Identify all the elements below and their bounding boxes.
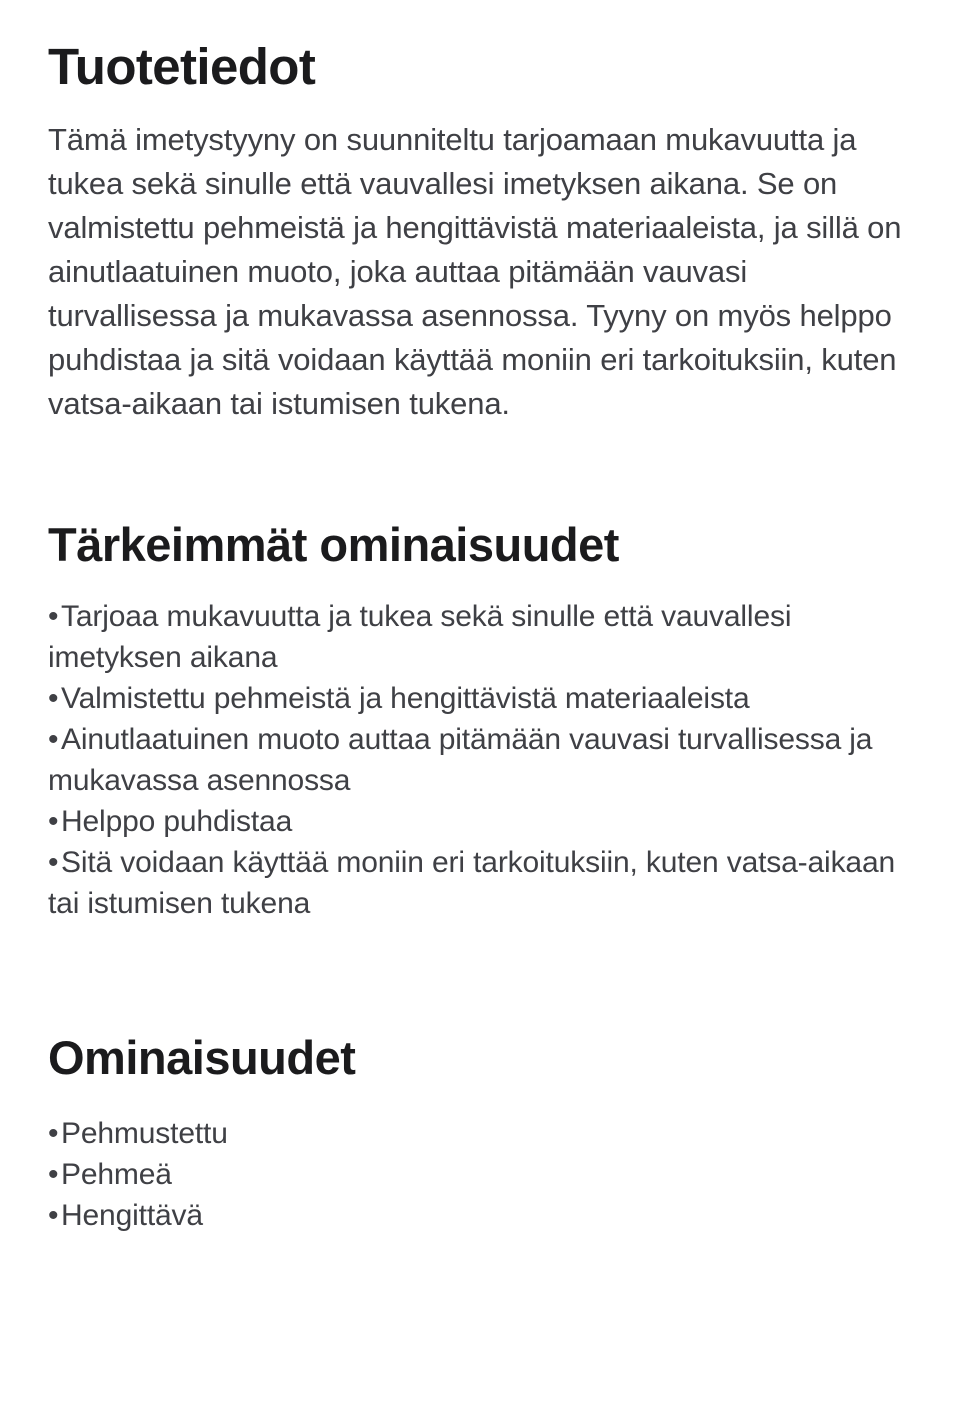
bullet-icon: • bbox=[48, 1158, 59, 1191]
list-item-label: Sitä voidaan käyttää moniin eri tarkoituksiin, kuten vatsa-aikaan tai istumisen tukena bbox=[48, 846, 896, 920]
bullet-icon: • bbox=[48, 600, 59, 633]
bullet-icon: • bbox=[48, 1199, 59, 1232]
list-item-label: Helppo puhdistaa bbox=[61, 805, 293, 838]
specifications-heading: Ominaisuudet bbox=[48, 1031, 356, 1084]
list-item-label: Valmistettu pehmeistä ja hengittävistä materiaaleista bbox=[61, 682, 750, 715]
list-item-label: Hengittävä bbox=[61, 1199, 203, 1232]
list-item bbox=[48, 678, 915, 719]
key-features-list bbox=[48, 574, 915, 924]
list-item bbox=[48, 719, 915, 801]
specifications-list bbox=[48, 1087, 915, 1236]
list-item bbox=[48, 1113, 915, 1154]
bullet-icon: • bbox=[48, 805, 59, 838]
list-item-label: Pehmustettu bbox=[61, 1117, 228, 1150]
key-features-heading: Tärkeimmät ominaisuudet bbox=[48, 518, 619, 571]
list-item-label: Tarjoaa mukavuutta ja tukea sekä sinulle että vauvallesi imetyksen aikana bbox=[48, 600, 792, 674]
page-bottom-spacer bbox=[48, 1236, 915, 1294]
product-description-paragraph: Tämä imetystyyny on suunniteltu tarjoamaan mukavuutta ja tukea sekä sinulle että vauvallesi imetyksen aikana. Se on valmistettu pehmeistä ja hengittävistä materiaaleista, ja sillä on ainutlaatuinen muoto, joka auttaa pitämään vauvasi turvallisessa ja mukavassa asennossa. Tyyny on myös helppo puhdistaa ja sitä voidaan käyttää moniin eri tarkoituksiin, kuten vatsa-aikaan tai istumisen tukena. bbox=[48, 122, 902, 421]
bullet-icon: • bbox=[48, 846, 59, 879]
list-item-label: Pehmeä bbox=[61, 1158, 172, 1191]
bullet-icon: • bbox=[48, 1117, 59, 1150]
list-item-label: Ainutlaatuinen muoto auttaa pitämään vauvasi turvallisessa ja mukavassa asennossa bbox=[48, 723, 873, 797]
bullet-icon: • bbox=[48, 682, 59, 715]
list-item bbox=[48, 842, 915, 924]
list-item bbox=[48, 596, 915, 678]
page-title: Tuotetiedot bbox=[48, 38, 316, 95]
bullet-icon: • bbox=[48, 723, 59, 756]
list-item bbox=[48, 1195, 915, 1236]
list-item bbox=[48, 801, 915, 842]
list-item bbox=[48, 1154, 915, 1195]
